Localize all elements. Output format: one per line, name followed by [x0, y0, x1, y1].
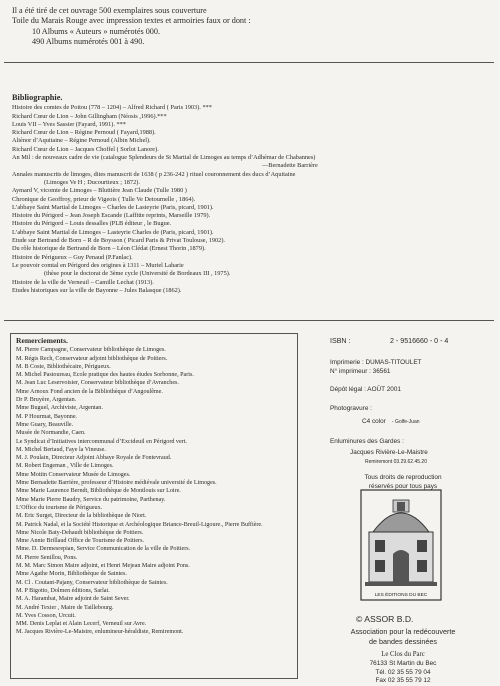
print-run-notice [12, 6, 482, 48]
bibliography-entry: Richard Cœur de Lion – Régine Pernoud ( Fayard,1988). [12, 129, 156, 137]
bibliography-entry: Histoire des comtes de Poitou (778 – 1204) – Alfred Richard ( Paris 1903). *** [12, 104, 212, 112]
acknowledgement-entry: Mme Mottin Conservateur Musée de Limoges. [16, 471, 131, 478]
acknowledgement-entry: M. Robert Engeman , Ville de Limoges. [16, 463, 114, 470]
acknowledgement-entry: Mme. D. Dermesrepian, Service Communication de la ville de Poitiers. [16, 546, 191, 553]
bibliography-entry: Histoire de la ville de Verneuil – Camille Lechat (1913). [12, 278, 154, 286]
bibliography-entry: Richard Cœur de Lion – John Gillingham (Néosis ,1996).*** [12, 112, 167, 120]
acknowledgement-entry: M. A. Harambat, Maire adjoint de Saint Sever. [16, 596, 130, 603]
isbn-value: 2 - 9516660 - 0 - 4 [390, 337, 449, 345]
bibliography-entry: Histoire de Périgueux – Guy Penaud (P.Fanlac). [12, 253, 133, 261]
acknowledgement-entry: Mme Bernadette Barrière, professeur d’Histoire médiévale université de Limoges. [16, 480, 217, 487]
acknowledgement-entry: M. M. Marc Simon Maire adjoint, et Henri Mejean Maire adjoint Pons. [16, 563, 190, 570]
acknowledgement-entry: M. Cl . Coutant-Pajany, Conservateur bibliothèque de Saintes. [16, 579, 168, 586]
acknowledgement-entry: M. J. Poulain, Directeur Adjoint Abbaye Royale de Fontevraud. [16, 455, 172, 462]
bibliography-entry: Histoire du Périgord – Jean Joseph Escande (Laffitte reprints, Marseille 1979). [12, 212, 211, 220]
photogravure-value: C4 color [362, 418, 386, 425]
bibliography-entry: L’abbaye Saint Martial de Limoges – Charles de Lasteyrie (Paris, picard, 1901). [12, 203, 214, 211]
bibliography-entry: (thèse pour le doctorat de 3ème cycle (Université de Bordeaux III , 1975). [44, 270, 231, 278]
acknowledgement-entry: M. Patrick Nadal, et la Société Historique et Archéologique Briance-Breuil-Ligoure., Pierre Buffière. [16, 521, 263, 528]
bibliography-entry: —Bernadette Barrière [262, 162, 318, 170]
intro-line: Toile du Marais Rouge avec impression textes et armoiries faux or dont : [12, 16, 251, 26]
bibliography-entry: Du rôle historique de Bertrand de Born – Léon Clédat (Ernest Thorin ,1879). [12, 245, 206, 253]
acknowledgement-entry: Dr P. Bruyère, Argentan. [16, 397, 77, 404]
acknowledgement-entry: Mme Guary, Beauville. [16, 421, 74, 428]
acknowledgement-entry: M. P Hourmat, Bayonne. [16, 413, 78, 420]
top-divider [4, 62, 494, 63]
illumination-artist: Jacques Rivière-Le-Maistre [350, 449, 428, 456]
intro-line: Il a été tiré de cet ouvrage 500 exemplaires sous couverture [12, 6, 207, 15]
illumination-place: Remiremont 03.29.62.45.20 [365, 459, 427, 465]
bibliography-entry: An Mil : de nouveaux cadre de vie (catalogue Splendeurs de St Martial de Limoges au temps d’Adhémar de Chabannes) [12, 154, 316, 162]
bibliography-entry: Etude sur Bertrand de Born – R de Boysson ( Picard Paris & Privat Toulouse, 1902). [12, 237, 225, 245]
acknowledgement-entry: Mme Buguel, Archiviste, Argentan. [16, 405, 103, 412]
intro-line: 10 Albums « Auteurs » numérotés 000. [32, 26, 161, 36]
acknowledgement-entry: Mme Annie Brillaud Office de Tourisme de Poitiers. [16, 538, 144, 545]
copyright: © ASSOR B.D. [356, 614, 414, 624]
acknowledgement-entry: M. Jean Luc Leservoisier, Conservateur bibliothèque d’Avranches. [16, 380, 179, 387]
middle-divider [4, 320, 494, 321]
acknowledgement-entry: M. B Coste, Bibliothécaire, Périgueux. [16, 363, 111, 370]
intro-line: 490 Albums numérotés 001 à 490. [32, 37, 145, 47]
acknowledgement-entry: M. Pierre Campagne, Conservateur bibliothèque de Limoges. [16, 347, 166, 354]
acknowledgement-entry: Musée de Normandie, Caen. [16, 430, 86, 437]
bibliography-entry: Aliénor d’Aquitaine – Régine Pernoud (Albin Michel). [12, 137, 151, 145]
acknowledgement-entry: Mme Marie Pierre Baudry, Service du patrimoine, Parthenay. [16, 496, 166, 503]
fax: Fax 02 35 55 79 12 [375, 677, 431, 684]
acknowledgement-entry: Mme Arnoux Fond ancien de la Bibliothèque d’Angoulême. [16, 388, 163, 395]
acknowledgement-entry: M. P Bigotto, Dolmen éditions, Sarlat. [16, 587, 110, 594]
printer: Imprimerie : DUMAS-TITOULET [330, 359, 422, 366]
bibliography-section [12, 94, 482, 295]
phone: Tél. 02 35 55 79 04 [375, 669, 431, 676]
acknowledgement-entry: M. Régis Rech, Conservateur adjoint bibliothèque de Poitiers. [16, 355, 168, 362]
acknowledgement-entry: M. Eric Surget, Directeur de la bibliothèque de Niort. [16, 513, 147, 520]
printer-number: N° imprimeur : 36561 [330, 368, 391, 375]
rights-line-2: réservés pour tous pays [368, 483, 438, 490]
acknowledgement-entry: Mme Agathe Morin, Bibliothèque de Saintes. [16, 571, 127, 578]
acknowledgement-entry: Mme Nicole Baty-Dehaudt bibliothèque de Poitiers. [16, 529, 144, 536]
bibliography-entry: Histoire du Périgord – Louis dessalles (PLB éditeur , le Bugue. [12, 220, 172, 228]
isbn-label: ISBN : [330, 337, 351, 345]
bibliography-entry: Aymard V, vicomte de Limoges – Bluttière Jean Claude (Tulle 1980 ) [12, 187, 187, 195]
acknowledgement-entry: Mme Marie Laurence Berndt, Bibliothèque de Montlouis sur Loire. [16, 488, 181, 495]
bibliography-entry: Annales manuscrits de limoges, dites manuscrit de 1638 ( p 236-242 ) rituel couronnement des ducs d’Aquitaine [12, 170, 296, 178]
bibliography-entry: Chronique de Geoffroy, prieur de Vigeois ( Tulle Ve Detournelle , 1864). [12, 195, 196, 203]
address-line-2: 76133 St Martin du Bec [369, 660, 437, 667]
bibliography-entry: L’abbaye Saint Martial de Limoges – Lasteyrie Charles de (Paris, picard, 1901). [12, 228, 214, 236]
bibliography-entry: Le pouvoir comtal en Périgord des origines à 1311 – Muriel Laharie [12, 261, 184, 269]
logo-text: LES ÉDITIONS DU BEC [374, 593, 428, 598]
bibliography-title: Bibliographie. [12, 93, 63, 102]
acknowledgement-entry: M. Jacques Rivière-Le-Maistre, enlumineur-héraldiste, Remiremont. [16, 629, 184, 636]
acknowledgement-entry: M. Pierre Senillou, Pons. [16, 554, 78, 561]
bibliography-entry: Richard Cœur de Lion – Jacques Choffel ( Sorlot Lanore). [12, 145, 159, 153]
illumination-label: Enluminures des Gardes : [330, 438, 404, 445]
photogravure-label: Photogravure : [330, 405, 372, 412]
acknowledgement-entry: M. Michel Pastoureau, Ecole pratique des hautes études Sorbonne, Paris. [16, 372, 194, 379]
acknowledgements-box [10, 333, 298, 679]
association-line-1: Association pour la redécouverte [350, 627, 456, 636]
photogravure-place: - Golfe-Juan [392, 419, 420, 425]
rights-line-1: Tous droits de reproduction [364, 474, 442, 481]
legal-deposit: Dépôt légal : AOÛT 2001 [330, 386, 401, 393]
bibliography-entry: Louis VII – Yves Sassier (Fayard, 1991). *** [12, 120, 126, 128]
acknowledgements-title: Remerciements. [16, 336, 68, 345]
acknowledgement-entry: M. Yves Cosson, Urcuit. [16, 612, 76, 619]
bibliography-entry: Etudes historiques sur la ville de Bayonne – Jules Balasque (1862). [12, 286, 182, 294]
acknowledgement-entry: M. André Texier , Maire de Taillebourg. [16, 604, 114, 611]
bibliography-entry: (Limoges Ve H ; Ducourtieux ; 1872). [44, 178, 140, 186]
acknowledgement-entry: L’Office du tourisme de Périgueux. [16, 504, 103, 511]
address-line-1: Le Clos du Parc [381, 651, 425, 658]
publisher-building-logo [359, 488, 443, 608]
association-line-2: de bandes dessinées [369, 637, 437, 646]
acknowledgement-entry: Le Syndicat d’Initiatives intercommunal d’Excideuil en Périgord vert. [16, 438, 187, 445]
acknowledgement-entry: MM. Denis Leplat et Alain Lecerf, Verneuil sur Avre. [16, 621, 147, 628]
acknowledgement-entry: M. Michel Bertaud, Faye la Vineuse. [16, 446, 106, 453]
